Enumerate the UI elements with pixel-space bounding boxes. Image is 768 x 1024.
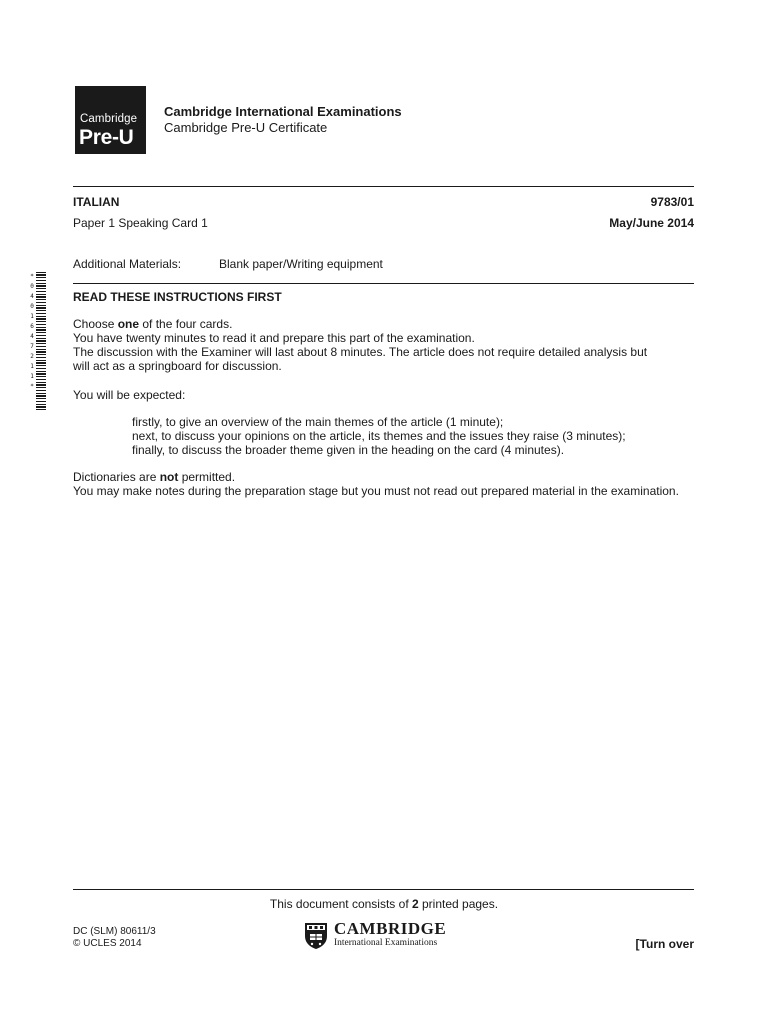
pages-bold: 2 [411,897,419,911]
choose-bold: one [117,317,140,331]
exam-session: May/June 2014 [609,216,694,230]
dict-post: permitted. [178,470,236,484]
barcode [36,272,46,410]
discussion-line: The discussion with the Examiner will last about 8 minutes. The article does not require detailed analysis but [73,345,648,359]
choose-line [73,317,698,331]
springboard-line: will act as a springboard for discussion. [73,359,282,373]
turn-over: [Turn over [635,937,694,951]
expected-list [132,415,692,457]
certificate-name: Cambridge Pre-U Certificate [164,120,328,135]
barcode-digit: 1 [30,363,34,370]
document-code: DC (SLM) 80611/3 [73,926,156,937]
dictionary-line [73,470,698,484]
logo-small-text: Cambridge [80,113,138,125]
dict-bold: not [159,470,179,484]
pages-pre: This document consists of [269,897,412,911]
barcode-digit: 0 [30,303,34,310]
instructions-block [73,317,698,373]
dictionary-block [73,470,698,498]
divider [73,889,694,890]
materials-value: Blank paper/Writing equipment [219,257,383,271]
cambridge-subtitle: International Examinations [334,938,438,948]
choose-post: of the four cards. [139,317,233,331]
list-item: firstly, to give an overview of the main themes of the article (1 minute); [132,415,504,429]
pre-u-logo [75,86,146,154]
divider [73,186,694,187]
syllabus-code: 9783/01 [650,195,694,209]
cambridge-wordmark: CAMBRIDGE [334,919,447,938]
barcode-digits [28,272,36,410]
logo-big-text: Pre-U [79,126,134,149]
barcode-digit: * [30,383,34,390]
organisation-name: Cambridge International Examinations [164,104,402,119]
pages-post: printed pages. [418,897,499,911]
page-count [0,897,768,911]
choose-pre: Choose [73,317,118,331]
prep-time-line: You have twenty minutes to read it and prepare this part of the examination. [73,331,475,345]
barcode-digit: 1 [30,373,34,380]
copyright: © UCLES 2014 [73,938,142,949]
barcode-digit: 4 [30,293,34,300]
barcode-digit: 0 [30,283,34,290]
subject: ITALIAN [73,195,120,209]
barcode-digit: 1 [30,313,34,320]
barcode-digit: 7 [30,343,34,350]
materials-label: Additional Materials: [73,257,182,271]
divider [73,283,694,284]
cambridge-crest-icon [304,922,328,950]
barcode-digit: 6 [30,323,34,330]
paper-name: Paper 1 Speaking Card 1 [73,216,208,230]
barcode-digit: 4 [30,333,34,340]
list-item: finally, to discuss the broader theme given in the heading on the card (4 minutes). [132,443,565,457]
notes-line: You may make notes during the preparation stage but you must not read out prepared material in the examination. [73,484,679,498]
barcode-digit: * [30,273,34,280]
barcode-digit: 2 [30,353,34,360]
instructions-heading: READ THESE INSTRUCTIONS FIRST [73,290,282,304]
dict-pre: Dictionaries are [73,470,160,484]
expected-line: You will be expected: [73,388,186,402]
list-item: next, to discuss your opinions on the article, its themes and the issues they raise (3 minutes); [132,429,626,443]
